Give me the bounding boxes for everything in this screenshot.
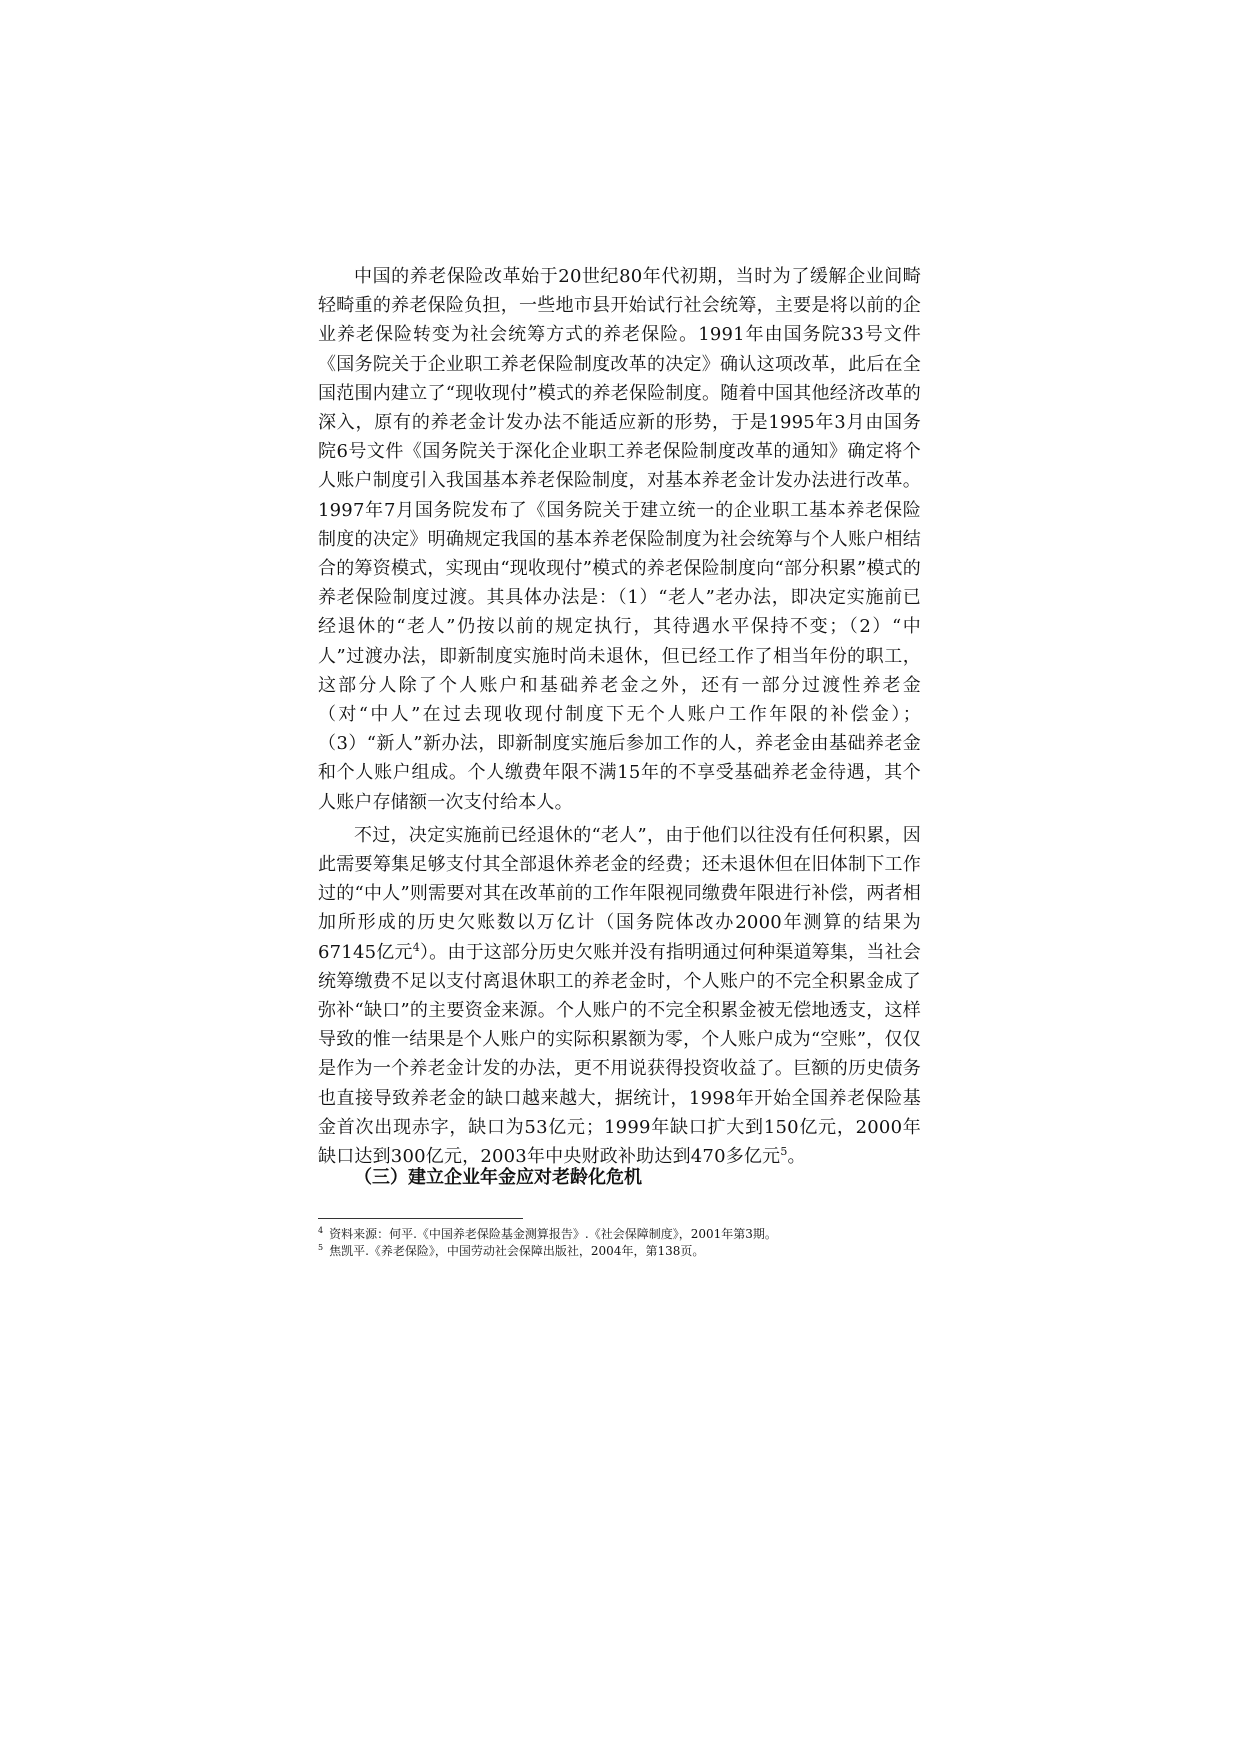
footnote-mark: 4 — [318, 1226, 324, 1235]
paragraph-text-part-a: 不过，决定实施前已经退休的“老人”，由于他们以往没有任何积累，因此需要筹集足够支付其全部退休养老金的经费；还未退休但在旧体制下工作过的“中人”则需要对其在改革前的工作年限视同缴费年限进行补偿，两者相加所形成的历史欠账数以万亿计（国务院体改办2000年测算的结果为67145亿元 — [318, 824, 921, 963]
footnote-ref-4[interactable]: 4 — [412, 940, 420, 954]
footnote-ref-5[interactable]: 5 — [780, 1145, 788, 1159]
paragraph-historical-debt — [318, 821, 921, 1171]
footnote-4 — [318, 1226, 921, 1243]
footnote-divider — [318, 1218, 523, 1219]
section-heading: （三）建立企业年金应对老龄化危机 — [354, 1167, 642, 1188]
paragraph-text-part-b: ）。由于这部分历史欠账并没有指明通过何种渠道筹集，当社会统筹缴费不足以支付离退休职工的养老金时，个人账户的不完全积累金成了弥补“缺口”的主要资金来源。个人账户的不完全积累金被无偿地透支，这样导致的惟一结果是个人账户的实际积累额为零，个人账户成为“空账”，仅仅是作为一个养老金计发的办法，更不用说获得投资收益了。巨额的历史债务也直接导致养老金的缺口越来越大，据统计，1998年开始全国养老保险基金首次出现赤字，缺口为53亿元；1999年缺口扩大到150亿元，2000年缺口达到300亿元，2003年中央财政补助达到470多亿元 — [318, 941, 921, 1168]
footnote-text: 资料来源：何平.《中国养老保险基金测算报告》.《社会保障制度》，2001年第3期。 — [329, 1227, 777, 1241]
body-text — [318, 262, 921, 1171]
paragraph-text: 中国的养老保险改革始于20世纪80年代初期，当时为了缓解企业间畸轻畸重的养老保险负担，一些地市县开始试行社会统筹，主要是将以前的企业养老保险转变为社会统筹方式的养老保险。1991年由国务院33号文件《国务院关于企业职工养老保险制度改革的决定》确认这项改革，此后在全国范围内建立了“现收现付”模式的养老保险制度。随着中国其他经济改革的深入，原有的养老金计发办法不能适应新的形势，于是1995年3月由国务院6号文件《国务院关于深化企业职工养老保险制度改革的通知》确定将个人账户制度引入我国基本养老保险制度，对基本养老金计发办法进行改革。1997年7月国务院发布了《国务院关于建立统一的企业职工基本养老保险制度的决定》明确规定我国的基本养老保险制度为社会统筹与个人账户相结合的筹资模式，实现由“现收现付”模式的养老保险制度向“部分积累”模式的养老保险制度过渡。其具体办法是：（1）“老人”老办法，即决定实施前已经退休的“老人”仍按以前的规定执行，其待遇水平保持不变；（2）“中人”过渡办法，即新制度实施时尚未退休，但已经工作了相当年份的职工，这部分人除了个人账户和基础养老金之外，还有一部分过渡性养老金（对“中人”在过去现收现付制度下无个人账户工作年限的补偿金）；（3）“新人”新办法，即新制度实施后参加工作的人，养老金由基础养老金和个人账户组成。个人缴费年限不满15年的不享受基础养老金待遇，其个人账户存储额一次支付给本人。 — [318, 266, 921, 813]
footnotes — [318, 1226, 921, 1260]
footnote-text: 焦凯平.《养老保险》，中国劳动社会保障出版社，2004年，第138页。 — [329, 1244, 705, 1258]
paragraph-text-part-c: 。 — [787, 1146, 806, 1168]
footnote-5 — [318, 1243, 921, 1260]
paragraph-pension-reform-history — [318, 262, 921, 817]
footnote-mark: 5 — [318, 1243, 324, 1252]
